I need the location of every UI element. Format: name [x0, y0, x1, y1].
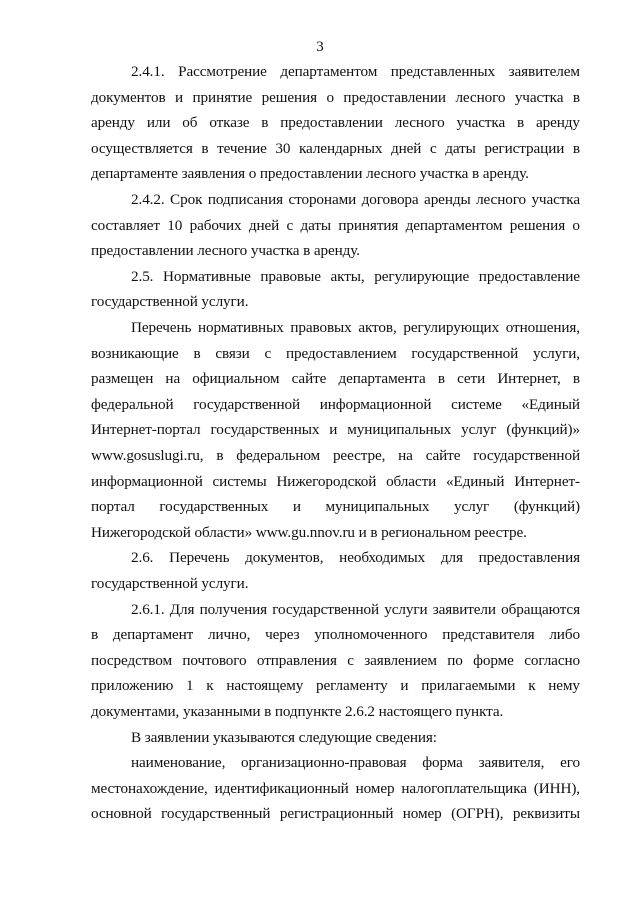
text-line: портал государственных и муниципальных услуг (функций) [91, 498, 580, 516]
text-line: наименование, организационно-правовая форма заявителя, его [131, 754, 580, 772]
text-line: государственной услуги. [91, 293, 249, 311]
text-line: аренду или об отказе в предоставлении лесного участка в аренду [91, 114, 580, 132]
text-line: посредством почтового отправления с заявлением по форме согласно [91, 651, 580, 669]
page-number: 3 [316, 39, 324, 55]
text-line: Нижегородской области» www.gu.nnov.ru и в региональном реестре. [91, 523, 527, 541]
text-line: Перечень нормативных правовых актов, регулирующих отношения, [131, 319, 580, 336]
text-line: возникающие в связи с предоставлением государственной услуги, [91, 344, 580, 362]
text-line: 2.4.2. Срок подписания сторонами договора аренды лесного участка [131, 191, 580, 208]
text-line: Интернет-портал государственных и муниципальных услуг (функций)» [91, 421, 580, 439]
text-line: 2.4.1. Рассмотрение департаментом представленных заявителем [131, 63, 580, 80]
text-line: в департамент лично, через уполномоченного представителя либо [91, 626, 580, 644]
text-line: департаменте заявления о предоставлении лесного участка в аренду. [91, 165, 529, 183]
text-line: приложению 1 к настоящему регламенту и прилагаемыми к нему [91, 677, 580, 695]
text-line: предоставлении лесного участка в аренду. [91, 242, 360, 260]
text-line: составляет 10 рабочих дней с даты принятия департаментом решения о [91, 216, 580, 234]
text-line: федеральной государственной информационной системе «Единый [91, 395, 580, 413]
text-line: www.gosuslugi.ru, в федеральном реестре, на сайте государственной [91, 447, 580, 464]
text-line: основной государственный регистрационный номер (ОГРН), реквизиты [91, 805, 580, 823]
text-line: документами, указанными в подпункте 2.6.2 настоящего пункта. [91, 703, 504, 720]
text-line: государственной услуги. [91, 575, 249, 592]
text-line: осуществляется в течение 30 календарных дней с даты регистрации в [91, 139, 580, 157]
text-line: местонахождение, идентификационный номер налогоплательщика (ИНН), [91, 779, 580, 797]
text-line: 2.6. Перечень документов, необходимых для предоставления [131, 549, 580, 567]
text-line: информационной системы Нижегородской области «Единый Интернет- [91, 472, 580, 490]
text-line: документов и принятие решения о предоставлении лесного участка в [91, 88, 580, 106]
text-line: 2.6.1. Для получения государственной услуги заявители обращаются [131, 600, 580, 618]
text-line: 2.5. Нормативные правовые акты, регулирующие предоставление [131, 267, 580, 285]
text-line: размещен на официальном сайте департамента в сети Интернет, в [91, 370, 580, 388]
text-line: В заявлении указываются следующие сведения: [131, 728, 437, 746]
